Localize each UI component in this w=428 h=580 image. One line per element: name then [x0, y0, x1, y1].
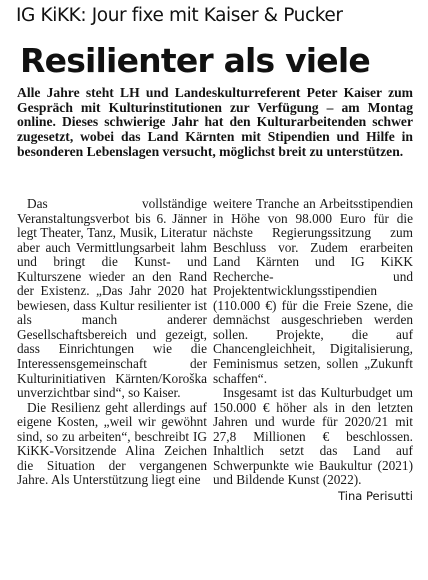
article-lead: Alle Jahre steht LH und Landeskulturreferent Peter Kaiser zum Gespräch mit Kulturinstitutionen zur Verfügung – am Montag online. Dieses schwierige Jahr hat den Kulturarbeitenden schwer zugesetzt, wobei das Land Kärnten mit Stipendien und Hilfe in besonderen Lebenslagen versucht, möglichst breit zu unterstützen.	[17, 85, 413, 159]
body-paragraph: weitere Tranche an Arbeitsstipendien in Höhe von 98.000 Euro für die nächste Regierungssitzung zum Beschluss vor. Zudem erarbeiten Land Kärnten und IG KiKK Recherche- und Projektentwicklungsstipendien (110.000 €) für die Freie Szene, die demnächst ausgeschrieben werden sollen. Projekte, die auf Chancengleichheit, Digitalisierung, Feminismus setzen, sollen „Zukunft schaffen“.	[213, 196, 413, 386]
body-paragraph: Das vollständige Veranstaltungsverbot bis 6. Jänner legt Theater, Tanz, Musik, Literatur aber auch Vermittlungsarbeit lahm und bringt die Kunst- und Kulturszene wieder an den Rand der Existenz. „Das Jahr 2020 hat bewiesen, dass Kultur resilienter ist als manch anderer Gesellschaftsbereich und gezeigt, dass Einrichtungen wie die Interessensgemeinschaft der Kulturinitiativen Kärnten/Koroška unverzichtbar sind“, so Kaiser.	[17, 196, 207, 401]
body-column-right	[213, 197, 413, 572]
article-kicker: IG KiKK: Jour fixe mit Kaiser & Pucker	[16, 5, 343, 26]
body-paragraph	[213, 386, 413, 503]
body-column-left	[17, 197, 207, 572]
author-byline: Tina Perisutti	[338, 488, 413, 503]
article-body	[17, 197, 413, 572]
body-paragraph-text: Insgesamt ist das Kulturbudget um 150.000 € höher als in den letzten Jahren und wurde für 2020/21 mit 27,8 Millionen € beschlossen. Inhaltlich setzt das Land auf Schwerpunkte wie Baukultur (2021) und Bildende Kunst (2022).	[213, 385, 413, 488]
body-paragraph: Die Resilienz geht allerdings auf eigene Kosten, „weil wir gewöhnt sind, so zu arbeiten“, beschreibt IG KiKK-Vorsitzende Alina Zeichen die Situation der vergangenen Jahre. Als Unterstützung liegt eine	[17, 399, 207, 488]
article-headline: Resilienter als viele	[20, 41, 370, 80]
